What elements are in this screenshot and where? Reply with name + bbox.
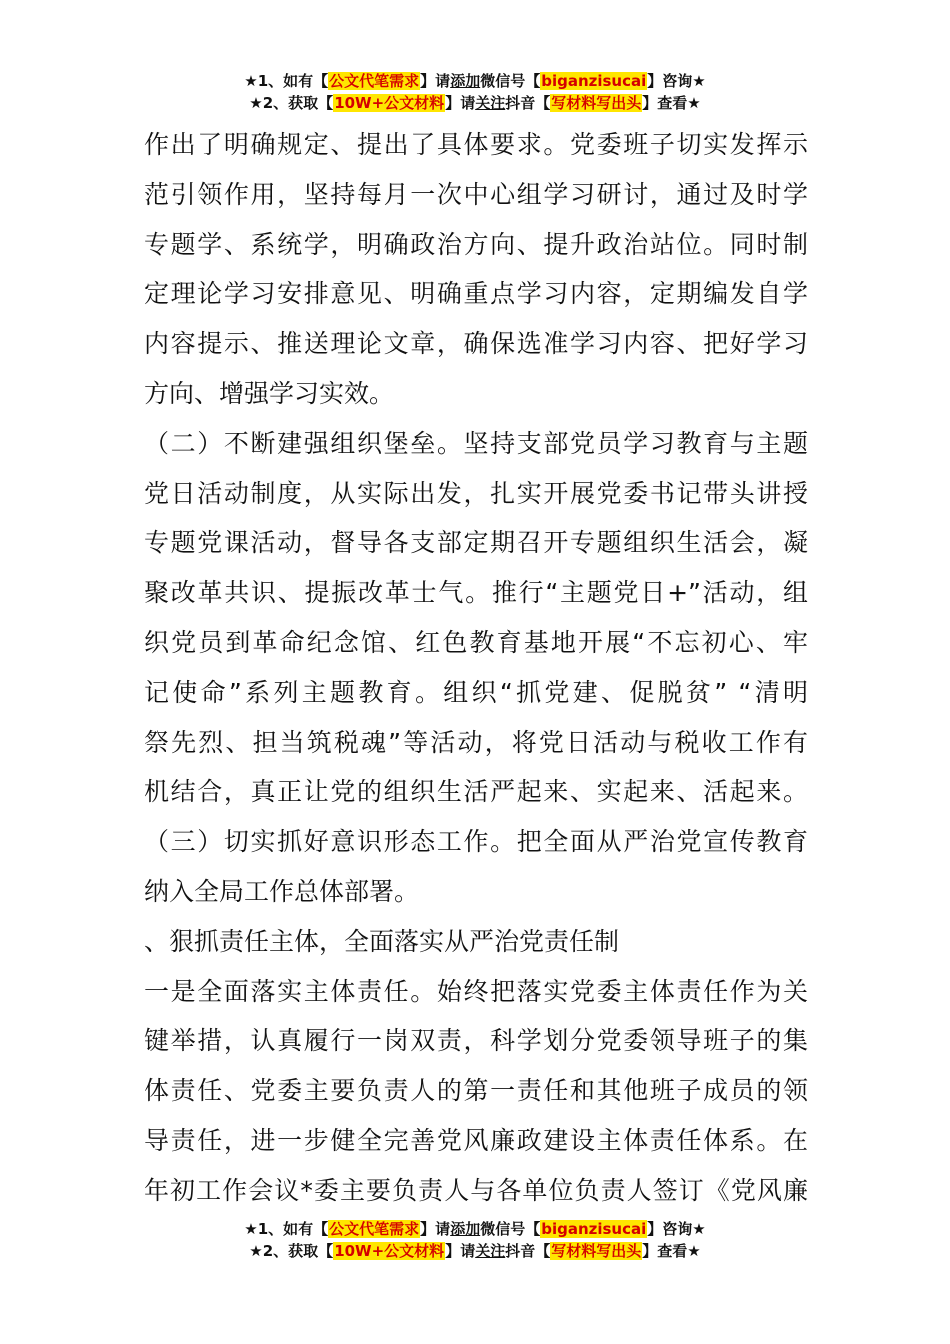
body-line: 年初工作会议*委主要负责人与各单位负责人签订《党风廉 — [144, 1175, 808, 1205]
star-icon: ★ — [249, 1242, 263, 1260]
body-line: （三）切实抓好意识形态工作。把全面从严治党宣传教育 — [144, 827, 808, 857]
body-line: 纳入全局工作总体部署。 — [144, 876, 420, 906]
body-line: 体责任、党委主要负责人的第一责任和其他班子成员的领 — [144, 1076, 808, 1106]
star-icon: ★ — [244, 1220, 258, 1238]
body-line: 专题学、系统学，明确政治方向、提升政治站位。同时制 — [144, 229, 808, 259]
banner-line-2: ★2、获取【10W+公文材料】请关注抖音【写材料写出头】查看★ — [249, 94, 701, 112]
body-line: 作出了明确规定、提出了具体要求。党委班子切实发挥示 — [144, 130, 808, 159]
highlight-writing-service: 公文代笔需求 — [329, 1220, 420, 1238]
body-line: 内容提示、推送理论文章，确保选准学习内容、把好学习 — [144, 329, 808, 359]
banner-line-2: ★2、获取【10W+公文材料】请关注抖音【写材料写出头】查看★ — [249, 1242, 701, 1260]
footer-banner — [0, 1218, 950, 1262]
body-line: 、狠抓责任主体，全面落实从严治党责任制 — [144, 926, 620, 956]
body-line: 机结合，真正让党的组织生活严起来、实起来、活起来。 — [144, 777, 808, 807]
star-icon: ★ — [249, 94, 263, 112]
highlight-wechat-id: biganzisucai — [541, 1220, 647, 1238]
body-line: 方向、增强学习实效。 — [144, 378, 395, 408]
body-line: 织党员到革命纪念馆、红色教育基地开展“不忘初心、牢 — [144, 627, 808, 657]
highlight-douyin-account: 写材料写出头 — [551, 1242, 642, 1260]
body-line: 祭先烈、担当筑税魂”等活动，将党日活动与税收工作有 — [144, 727, 808, 757]
body-line: 记使命”系列主题教育。组织“抓党建、促脱贫” “清明 — [144, 677, 808, 707]
body-line: （二）不断建强组织堡垒。坚持支部党员学习教育与主题 — [144, 428, 808, 458]
star-icon: ★ — [244, 72, 258, 90]
banner-line-1: ★1、如有【公文代笔需求】请添加微信号【biganzisucai】咨询★ — [244, 72, 706, 90]
highlight-douyin-account: 写材料写出头 — [551, 94, 642, 112]
body-line: 一是全面落实主体责任。始终把落实党委主体责任作为关 — [144, 976, 808, 1006]
body-line: 专题党课活动，督导各支部定期召开专题组织生活会，凝 — [144, 528, 808, 558]
body-line: 键举措，认真履行一岗双责，科学划分党委领导班子的集 — [144, 1026, 808, 1056]
body-line: 聚改革共识、提振改革士气。推行“主题党日+”活动，组 — [144, 578, 808, 608]
body-line: 导责任，进一步健全完善党风廉政建设主体责任体系。在 — [144, 1125, 808, 1155]
body-line: 定理论学习安排意见、明确重点学习内容，定期编发自学 — [144, 279, 808, 309]
banner-line-1: ★1、如有【公文代笔需求】请添加微信号【biganzisucai】咨询★ — [244, 1220, 706, 1238]
highlight-writing-service: 公文代笔需求 — [329, 72, 420, 90]
highlight-materials: 10W+公文材料 — [334, 1242, 445, 1260]
header-banner — [0, 70, 950, 114]
body-line: 党日活动制度，从实际出发，扎实开展党委书记带头讲授 — [144, 478, 808, 508]
highlight-wechat-id: biganzisucai — [541, 72, 647, 90]
body-line: 范引领作用，坚持每月一次中心组学习研讨，通过及时学 — [144, 179, 808, 209]
document-body — [144, 120, 808, 1216]
highlight-materials: 10W+公文材料 — [334, 94, 445, 112]
